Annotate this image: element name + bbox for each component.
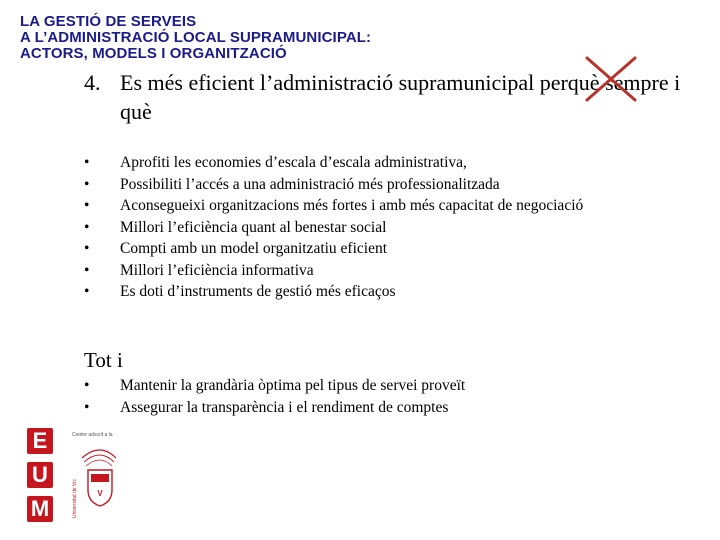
list-item xyxy=(84,375,620,397)
bullet-icon: • xyxy=(84,283,90,300)
bullet-icon: • xyxy=(84,197,90,214)
bullet-icon: • xyxy=(84,240,90,257)
list-item xyxy=(84,195,620,217)
header-line-2: A L’ADMINISTRACIÓ LOCAL SUPRAMUNICIPAL: xyxy=(20,29,372,46)
list-item-text: Millori l’eficiència informativa xyxy=(120,261,314,279)
list-item xyxy=(84,397,620,419)
cross-mark-icon xyxy=(583,55,639,103)
bullet-icon: • xyxy=(84,261,90,279)
list-item-text: Possibiliti l’accés a una administració més professionalitzada xyxy=(120,175,500,193)
slide-header xyxy=(20,14,371,62)
list-item-text: Aprofiti les economies d’escala d’escala administrativa, xyxy=(120,154,467,171)
list-item-text: Millori l’eficiència quant al benestar social xyxy=(120,218,387,236)
list-item xyxy=(84,238,620,260)
heading-text: Es més eficient l’administració supramunicipal perquè sempre i què xyxy=(120,70,681,124)
list-item xyxy=(84,174,620,196)
bullet-icon: • xyxy=(84,154,90,171)
tot-i-heading: Tot i xyxy=(84,348,123,372)
bullet-icon: • xyxy=(84,377,90,394)
eum-logo xyxy=(27,428,53,530)
heading-number: 4. xyxy=(84,70,101,95)
logo-letter-e: E xyxy=(27,428,53,454)
bullet-icon: • xyxy=(84,175,90,193)
conditions-list xyxy=(84,375,620,418)
list-item xyxy=(84,260,620,282)
bullet-icon: • xyxy=(84,218,90,236)
list-item-text: Compti amb un model organitzatiu eficient xyxy=(120,240,388,257)
logo-letter-u: U xyxy=(27,462,53,488)
header-line-3: ACTORS, MODELS I ORGANITZACIÓ xyxy=(20,45,287,62)
university-seal-icon xyxy=(68,428,120,524)
header-line-1: LA GESTIÓ DE SERVEIS xyxy=(20,13,197,30)
list-item xyxy=(84,281,620,303)
benefits-list xyxy=(84,152,620,303)
logo-letter-m: M xyxy=(27,496,53,522)
svg-text:V: V xyxy=(97,489,103,498)
list-item-text: Es doti d’instruments de gestió més eficaços xyxy=(120,283,396,300)
logo-tagline: Centre adscrit a la xyxy=(72,432,113,438)
list-item xyxy=(84,217,620,239)
bullet-icon: • xyxy=(84,398,90,416)
list-item-text: Mantenir la grandària òptima pel tipus de servei proveït xyxy=(120,377,466,394)
list-item-text: Aconsegueixi organitzacions més fortes i amb més capacitat de negociació xyxy=(120,197,584,214)
logo-university: Universitat de Vic xyxy=(72,479,78,518)
list-item-text: Assegurar la transparència i el rendiment de comptes xyxy=(120,398,449,416)
list-item xyxy=(84,152,620,174)
